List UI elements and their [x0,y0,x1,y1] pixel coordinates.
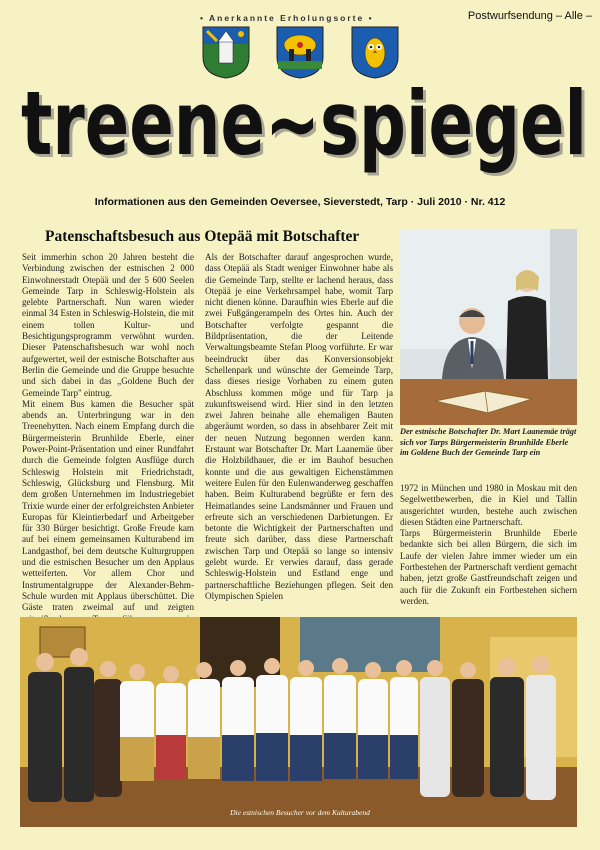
article-paragraph: Seit immerhin schon 20 Jahren besteht die Verbindung zwischen der estnischen 2 000 Einwohnerstadt Otepää und der 5 600 Seelen Gemeinde Tarp in Schleswig-Holstein als gelebte Partnerschaft. Nun waren wieder einmal 34 Esten in Schleswig-Holstein, die mit einem tollen Kultur- und Besichtigungsprogramm verwöhnt wurden. Dieser Patenschaftsbesuch war wohl noch aufgewertet, weil der estnische Botschafter aus Berlin die Gemeinde und die Gruppe besuchte und sich dabei in das „Goldene Buch der Gemeinde Tarp" eintrug. [22,252,194,398]
photo-caption-2: Die estnischen Besucher vor dem Kulturabend [230,808,370,817]
recognition-line: • Anerkannte Erholungsorte • [200,13,374,23]
photo-group-estonian-visitors [20,617,577,827]
photo-ambassador-signing [400,229,577,425]
crest-oeversee-icon [201,25,251,79]
article-headline: Patenschaftsbesuch aus Otepää mit Botschafter [45,228,360,245]
photo-caption-1: Der estnische Botschafter Dr. Mart Laanemäe trägt sich vor Tarps Bürgermeisterin Brunhilde Eberle im Goldene Buch der Gemeinde Tarp ein [400,427,577,457]
issue-subtitle: Informationen aus den Gemeinden Oeversee, Sieverstedt, Tarp · Juli 2010 · Nr. 412 [94,196,506,208]
crest-tarp-icon [350,25,400,79]
article-column-1 [22,252,194,636]
masthead-shadow: treene~spiegel [24,75,590,178]
masthead-text: treene~spiegel [21,74,587,175]
article-paragraph: Als der Botschafter darauf angesprochen wurde, dass Otepää als Stadt weniger Einwohner habe als die Gemeinde Tarp, stellte er lachend heraus, dass Otepää je eine Verkehrsampel habe, womit Tarp nicht dienen könne. Daraufhin wies Eberle auf die zwei Fußgängerampeln des Ortes hin. Auch der Botschafter verfolgte gespannt die Bildpräsentation, die der Leitende Verwaltungsbeamte Stefan Ploog vorführte. Er war beeindruckt über das Konversionsobjekt Schellenpark und wünschte der Gemeinde Tarp, dass dieses riesige Vorhaben zu einem guten Abschluss kommen möge und für Tarp ja zukunftsweisend wird. Hier sind in den letzten zwei Jahren beinahe alle ehemaligen Bauten abgeräumt worden, so dass in absehbarer Zeit mit der neuen Nutzung begonnen werden kann. Erstaunt war Botschafter Dr. Mart Laanemäe über die Holzbildhauer, die er im Bauhof besuchen konnte und die aus gewaltigen Eichenstämmen weitere Eulen für den Eulenwanderweg geschaffen haben. Beim Kulturabend begrüßte er fern des Heimatlandes seine Landsmänner und Frauen und erfreute sich an verschiedenen Darbietungen. Er betonte die Wichtigkeit der Partnerschaften und freute sich darüber, dass diese Partnerschaft zwischen Tarp und Otepää so lange so intensiv gelebt wurde. Er verwies darauf, dass gerade Schleswig-Holstein und Estland enge und partnerschaftliche Beziehungen pflegen. Seit den Olympischen Spielen [205,252,393,601]
crest-sieverstedt-icon [275,25,325,79]
article-paragraph: 1972 in München und 1980 in Moskau mit den Segelwettbewerben, die in Kiel und Tallin ausgerichtet wurden, bestehe auch zwischen diesen Städten eine Partnerschaft. [400,483,577,527]
article-column-3 [400,483,577,607]
masthead-logo [14,74,594,184]
article-column-2 [205,252,393,602]
article-paragraph: Tarps Bürgermeisterin Brunhilde Eberle bedankte sich bei allen Bürgern, die sich im Laufe der vielen Jahre immer wieder um ein Fortbestehen der Partnerschaft verdient gemacht haben, jetzt große Gastfreundschaft zeigen und auch für die Zukunft ein Fortbestehen sichern werden. [400,528,577,606]
postal-note: Postwurfsendung – Alle – [467,10,592,22]
article-paragraph: Mit einem Bus kamen die Besucher spät abends an. Unterbringung war in den Treenehytten. Nach einem Empfang durch die Bürgermeisterin Brunhilde Eberle, einer Power-Point-Präsentation und einer Rundfahrt durch die Gemeinde folgten Ausflüge durch Schleswig Holstein mit Friedrichstadt, Schleswig, Glücksburg und Flensburg. Mit dem großen Unternehmen im Industriegebiet Trixie wurde einer der erfolgreichsten Anbieter Europas für Kleintierbedarf und Arbeitgeber für 330 Bürger besichtigt. Große Freude kam auf bei einem gemeinsamen Kulturabend im Landgasthof, bei dem deutsche Kulturgruppen und die estnischen Besucher um den Applaus wetteiferten. Vor allem Chor und Instrumentalgruppe der Alexander-Behm-Schule wurden mit Applaus überschüttet. Die Gäste traten zweimal auf und zeigten [22,398,194,613]
